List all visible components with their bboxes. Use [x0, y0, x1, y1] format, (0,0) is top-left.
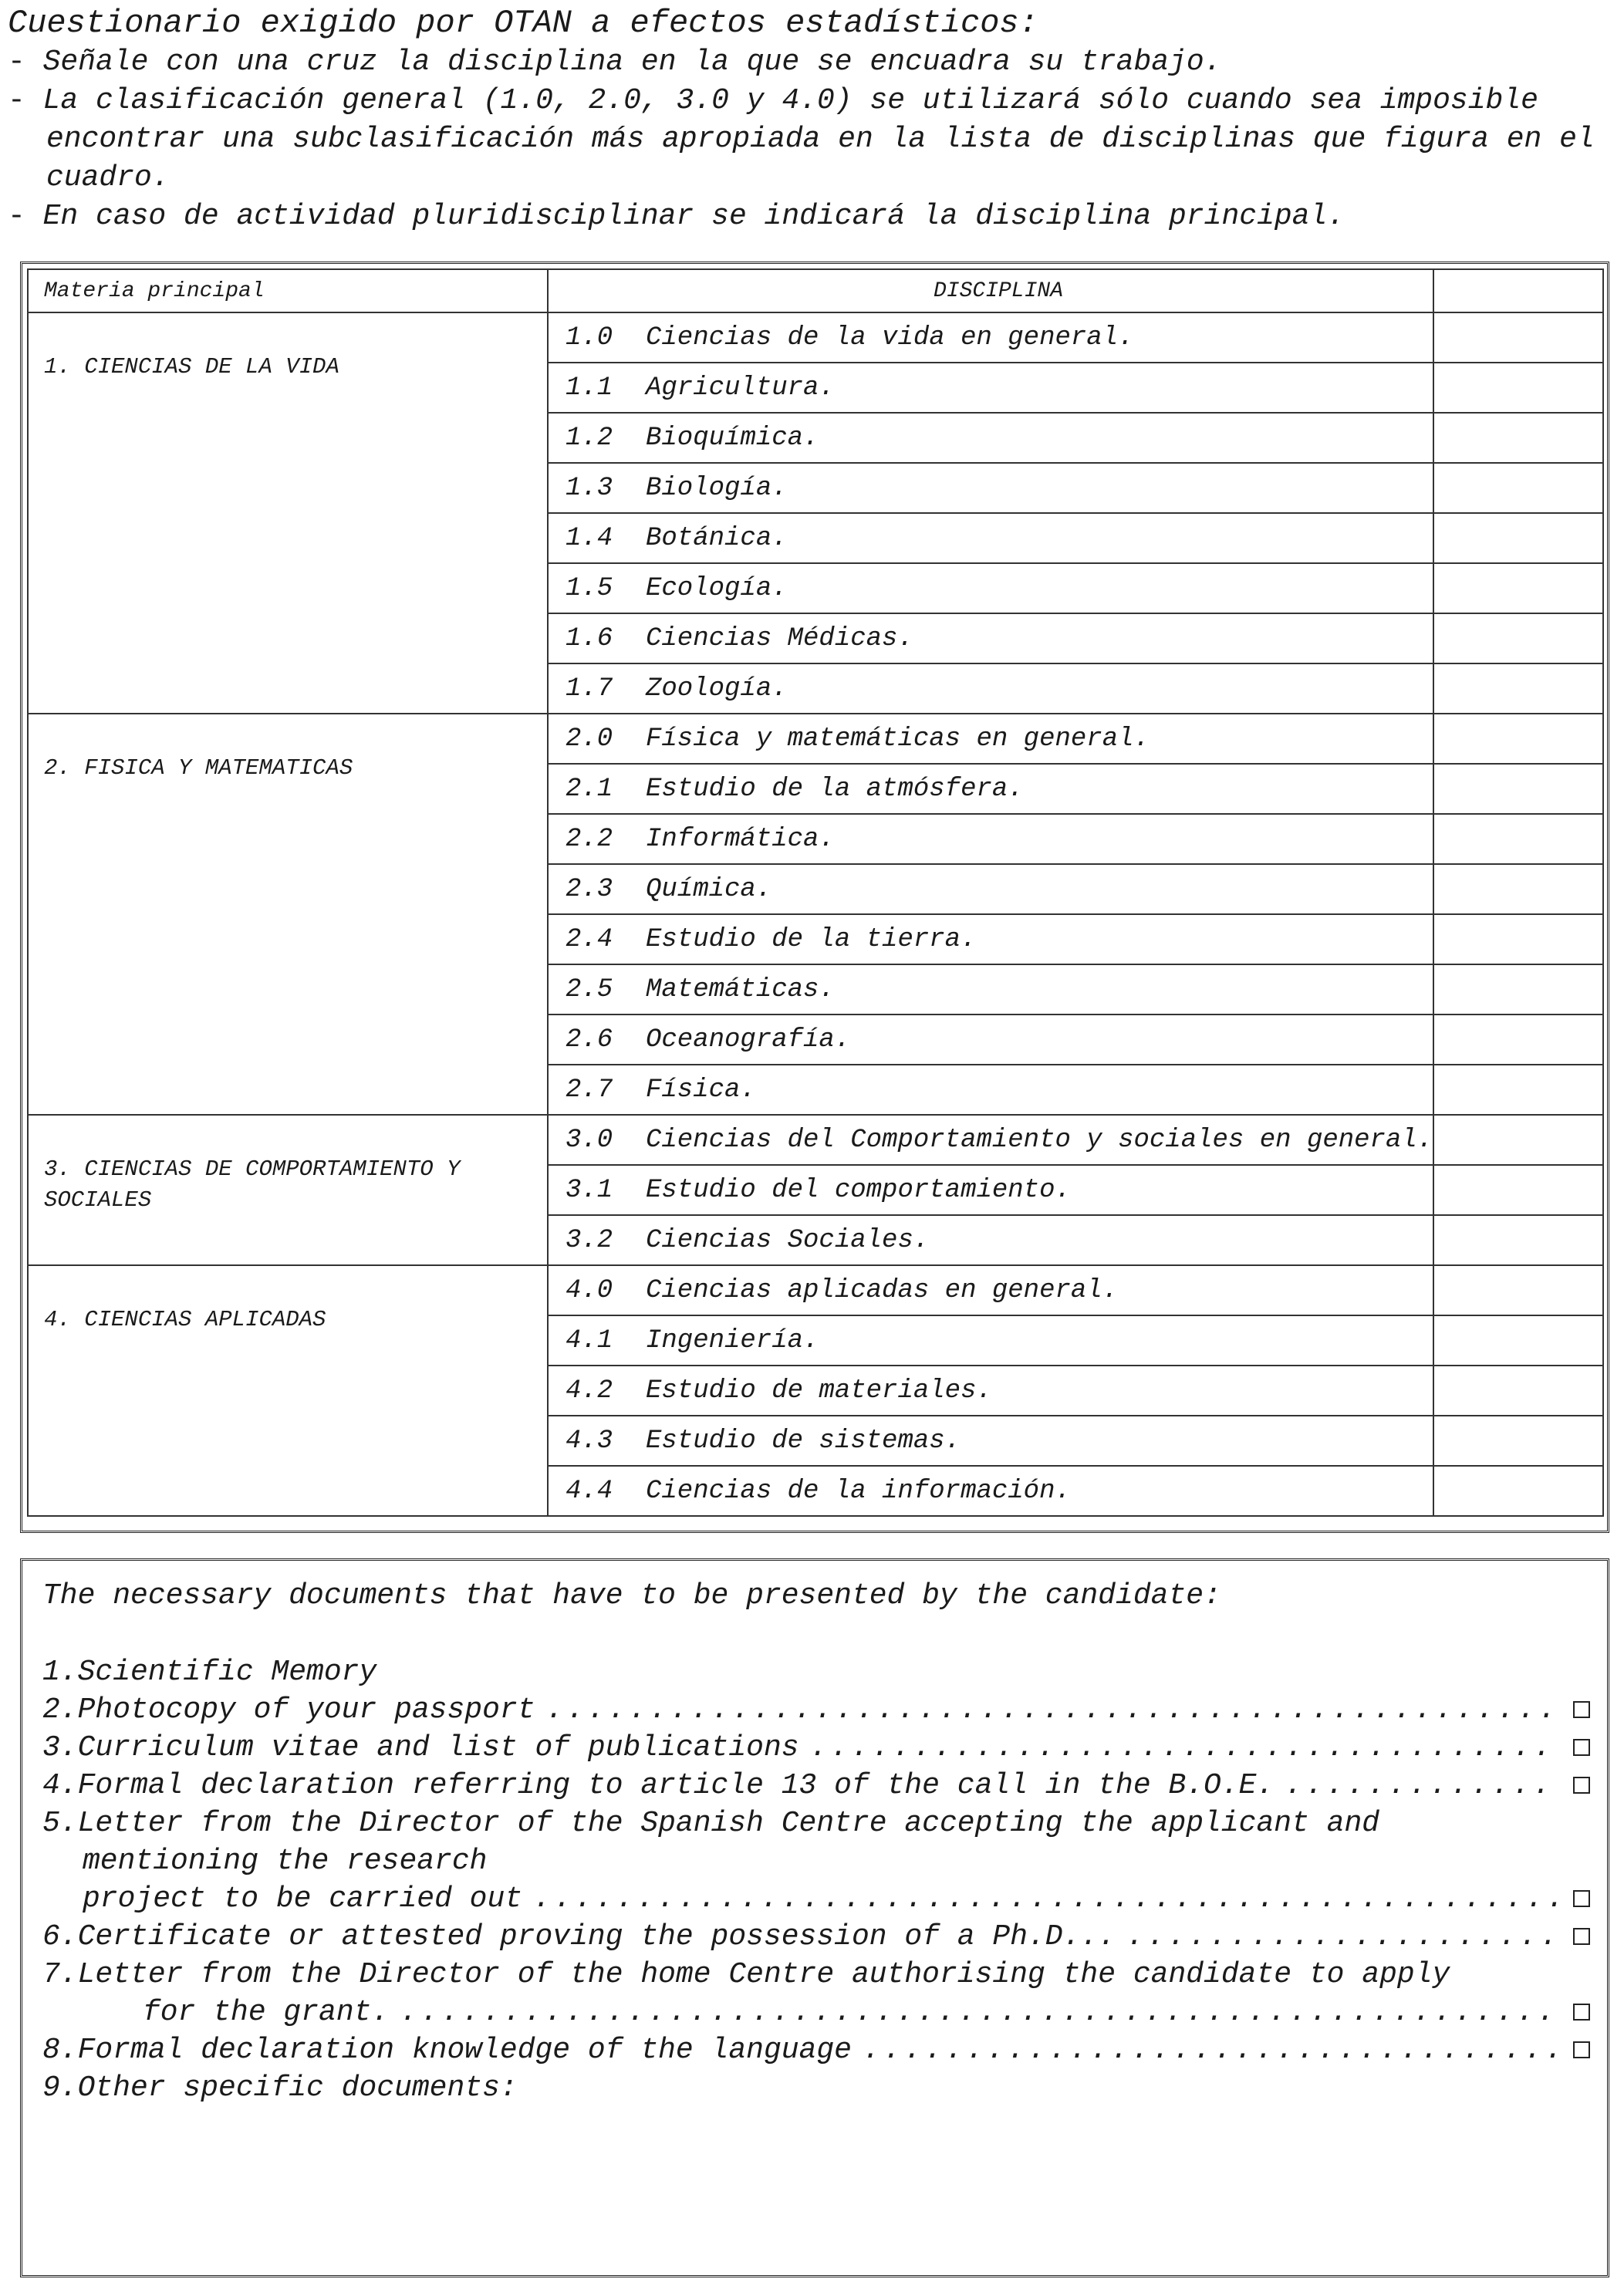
discipline-code: 4.1 — [566, 1325, 613, 1356]
dot-leader — [863, 2031, 1559, 2069]
discipline-code: 2.3 — [566, 874, 613, 904]
header-disciplina: DISCIPLINA — [548, 269, 1433, 312]
materia-label-line: 4. CIENCIAS APLICADAS — [44, 1307, 326, 1332]
document-line — [42, 1805, 1590, 1842]
documents-list — [42, 1653, 1590, 2107]
discipline-name: Ciencias Sociales. — [646, 1225, 930, 1255]
discipline-name: Bioquímica. — [646, 423, 819, 453]
discipline-cell — [548, 513, 1433, 563]
discipline-mark-cell[interactable] — [1433, 613, 1603, 663]
discipline-code: 1.3 — [566, 473, 613, 503]
discipline-mark-cell[interactable] — [1433, 663, 1603, 714]
discipline-cell — [548, 864, 1433, 914]
document-line — [42, 1918, 1590, 1956]
document-line — [42, 1956, 1590, 1994]
document-checkbox[interactable] — [1573, 1890, 1590, 1907]
discipline-cell — [548, 413, 1433, 463]
document-text: project to be carried out — [83, 1882, 523, 1916]
discipline-table-frame — [20, 262, 1609, 1533]
document-text: mentioning the research — [83, 1845, 488, 1878]
discipline-code: 2.0 — [566, 724, 613, 754]
discipline-cell — [548, 1015, 1433, 1065]
document-item — [42, 1918, 1590, 1956]
dot-leader — [810, 1729, 1559, 1767]
discipline-mark-cell[interactable] — [1433, 1416, 1603, 1466]
discipline-code: 1.7 — [566, 674, 613, 704]
instruction-list — [8, 43, 1612, 236]
document-text: 3.Curriculum vitae and list of publications — [42, 1731, 799, 1764]
document-item — [42, 1805, 1590, 1918]
header-materia-principal: Materia principal — [28, 269, 548, 312]
table-row — [28, 1265, 1603, 1315]
discipline-code: 1.4 — [566, 523, 613, 553]
discipline-name: Estudio de la atmósfera. — [646, 774, 1024, 804]
discipline-mark-cell[interactable] — [1433, 1165, 1603, 1215]
discipline-cell — [548, 363, 1433, 413]
discipline-mark-cell[interactable] — [1433, 864, 1603, 914]
dot-leader — [1126, 1918, 1559, 1956]
document-text: 4.Formal declaration referring to article 13 of the call in the B.O.E. — [42, 1769, 1275, 1802]
materia-group-label — [28, 312, 548, 714]
discipline-cell — [548, 814, 1433, 864]
discipline-name: Estudio de sistemas. — [646, 1426, 961, 1456]
discipline-name: Física. — [646, 1075, 756, 1105]
discipline-mark-cell[interactable] — [1433, 363, 1603, 413]
document-item — [42, 2069, 1590, 2107]
discipline-name: Estudio del comportamiento. — [646, 1175, 1071, 1205]
table-header-row — [28, 269, 1603, 312]
dot-leader — [533, 1880, 1559, 1918]
discipline-mark-cell[interactable] — [1433, 764, 1603, 814]
document-checkbox[interactable] — [1573, 2041, 1590, 2058]
document-line — [42, 1691, 1590, 1729]
document-item — [42, 2031, 1590, 2069]
discipline-mark-cell[interactable] — [1433, 463, 1603, 513]
discipline-code: 2.6 — [566, 1025, 613, 1055]
discipline-cell — [548, 714, 1433, 764]
discipline-name: Agricultura. — [646, 373, 835, 403]
document-text: 5.Letter from the Director of the Spanish Centre accepting the applicant and — [42, 1807, 1380, 1840]
document-item — [42, 1956, 1590, 2031]
document-text: 2.Photocopy of your passport — [42, 1693, 535, 1727]
document-checkbox[interactable] — [1573, 1701, 1590, 1718]
discipline-name: Química. — [646, 874, 772, 904]
instructions — [8, 5, 1612, 236]
discipline-cell — [548, 1416, 1433, 1466]
materia-group-label — [28, 714, 548, 1115]
discipline-code: 4.3 — [566, 1426, 613, 1456]
discipline-table — [27, 268, 1604, 1517]
discipline-mark-cell[interactable] — [1433, 1265, 1603, 1315]
discipline-name: Estudio de materiales. — [646, 1376, 992, 1406]
document-text: 8.Formal declaration knowledge of the language — [42, 2034, 852, 2067]
discipline-code: 1.1 — [566, 373, 613, 403]
discipline-name: Informática. — [646, 824, 835, 854]
discipline-name: Física y matemáticas en general. — [646, 724, 1150, 754]
discipline-cell — [548, 1315, 1433, 1366]
discipline-name: Ciencias aplicadas en general. — [646, 1275, 1119, 1305]
discipline-name: Ingeniería. — [646, 1325, 819, 1356]
discipline-name: Estudio de la tierra. — [646, 924, 977, 954]
discipline-name: Zoología. — [646, 674, 788, 704]
discipline-code: 1.0 — [566, 322, 613, 353]
dot-leader — [400, 1994, 1559, 2031]
documents-title: The necessary documents that have to be presented by the candidate: — [42, 1579, 1221, 1612]
document-checkbox[interactable] — [1573, 1777, 1590, 1794]
discipline-code: 4.0 — [566, 1275, 613, 1305]
materia-label-line: 3. CIENCIAS DE COMPORTAMIENTO Y — [44, 1156, 461, 1182]
required-documents-box — [20, 1558, 1609, 2277]
discipline-code: 1.6 — [566, 623, 613, 653]
document-item — [42, 1691, 1590, 1729]
document-line — [42, 2031, 1590, 2069]
discipline-cell — [548, 1466, 1433, 1516]
materia-label-line: SOCIALES — [44, 1187, 152, 1213]
discipline-cell — [548, 1115, 1433, 1165]
instruction-line: - La clasificación general (1.0, 2.0, 3.0 y 4.0) se utilizará sólo cuando sea imposible encontrar una subclasificación más apropiada en la lista de disciplinas que figura en el cuadro. — [8, 82, 1612, 198]
discipline-name: Botánica. — [646, 523, 788, 553]
discipline-code: 1.2 — [566, 423, 613, 453]
discipline-mark-cell[interactable] — [1433, 312, 1603, 363]
document-checkbox[interactable] — [1573, 1739, 1590, 1756]
discipline-cell — [548, 1215, 1433, 1265]
document-line — [42, 1729, 1590, 1767]
document-text: 9.Other specific documents: — [42, 2071, 518, 2105]
discipline-cell — [548, 312, 1433, 363]
discipline-mark-cell[interactable] — [1433, 1115, 1603, 1165]
discipline-mark-cell[interactable] — [1433, 1366, 1603, 1416]
discipline-mark-cell[interactable] — [1433, 714, 1603, 764]
document-text: 1.Scientific Memory — [42, 1656, 377, 1689]
questionnaire-title: Cuestionario exigido por OTAN a efectos estadísticos: — [8, 5, 1038, 42]
instruction-line: - En caso de actividad pluridisciplinar se indicará la disciplina principal. — [8, 198, 1612, 236]
discipline-cell — [548, 563, 1433, 613]
discipline-cell — [548, 764, 1433, 814]
discipline-mark-cell[interactable] — [1433, 814, 1603, 864]
discipline-mark-cell[interactable] — [1433, 413, 1603, 463]
materia-group-label — [28, 1115, 548, 1265]
discipline-cell — [548, 964, 1433, 1015]
discipline-cell — [548, 1165, 1433, 1215]
discipline-mark-cell[interactable] — [1433, 1015, 1603, 1065]
discipline-code: 4.2 — [566, 1376, 613, 1406]
document-checkbox[interactable] — [1573, 1928, 1590, 1945]
table-row — [28, 1115, 1603, 1165]
materia-label-line: 2. FISICA Y MATEMATICAS — [44, 755, 353, 781]
document-text: for the grant. — [143, 1996, 390, 2029]
table-row — [28, 312, 1603, 363]
discipline-code: 4.4 — [566, 1476, 613, 1506]
discipline-code: 2.7 — [566, 1075, 613, 1105]
discipline-mark-cell[interactable] — [1433, 513, 1603, 563]
document-item — [42, 1653, 1590, 1691]
discipline-cell — [548, 1366, 1433, 1416]
document-line — [42, 1880, 1590, 1918]
document-line — [42, 2069, 1590, 2107]
document-item — [42, 1729, 1590, 1767]
discipline-name: Matemáticas. — [646, 974, 835, 1004]
discipline-mark-cell[interactable] — [1433, 1466, 1603, 1516]
document-text: 6.Certificate or attested proving the possession of a Ph.D... — [42, 1920, 1116, 1953]
discipline-code: 3.2 — [566, 1225, 613, 1255]
discipline-cell — [548, 463, 1433, 513]
document-line — [42, 1653, 1590, 1691]
instruction-line: - Señale con una cruz la disciplina en la que se encuadra su trabajo. — [8, 43, 1612, 82]
materia-group-label — [28, 1265, 548, 1516]
discipline-cell — [548, 1065, 1433, 1115]
document-line — [42, 1842, 1590, 1880]
discipline-cell — [548, 663, 1433, 714]
discipline-code: 1.5 — [566, 573, 613, 603]
discipline-cell — [548, 1265, 1433, 1315]
discipline-name: Ciencias de la vida en general. — [646, 322, 1134, 353]
table-row — [28, 714, 1603, 764]
discipline-name: Ciencias Médicas. — [646, 623, 913, 653]
discipline-mark-cell[interactable] — [1433, 964, 1603, 1015]
discipline-code: 2.2 — [566, 824, 613, 854]
discipline-code: 2.5 — [566, 974, 613, 1004]
discipline-code: 3.0 — [566, 1125, 613, 1155]
document-checkbox[interactable] — [1573, 2004, 1590, 2021]
document-text: 7.Letter from the Director of the home Centre authorising the candidate to apply — [42, 1958, 1450, 1991]
discipline-name: Ciencias del Comportamiento y sociales en general. — [646, 1125, 1433, 1155]
discipline-name: Ecología. — [646, 573, 788, 603]
discipline-code: 2.1 — [566, 774, 613, 804]
discipline-mark-cell[interactable] — [1433, 1215, 1603, 1265]
header-mark-column — [1433, 269, 1603, 312]
discipline-code: 3.1 — [566, 1175, 613, 1205]
discipline-mark-cell[interactable] — [1433, 1315, 1603, 1366]
discipline-cell — [548, 613, 1433, 663]
document-item — [42, 1767, 1590, 1805]
discipline-name: Ciencias de la información. — [646, 1476, 1071, 1506]
document-line — [42, 1767, 1590, 1805]
discipline-name: Biología. — [646, 473, 788, 503]
dot-leader — [546, 1691, 1559, 1729]
materia-label-line: 1. CIENCIAS DE LA VIDA — [44, 354, 339, 380]
discipline-mark-cell[interactable] — [1433, 1065, 1603, 1115]
discipline-name: Oceanografía. — [646, 1025, 851, 1055]
discipline-mark-cell[interactable] — [1433, 914, 1603, 964]
document-line — [42, 1994, 1590, 2031]
discipline-cell — [548, 914, 1433, 964]
discipline-code: 2.4 — [566, 924, 613, 954]
discipline-mark-cell[interactable] — [1433, 563, 1603, 613]
dot-leader — [1285, 1767, 1559, 1805]
